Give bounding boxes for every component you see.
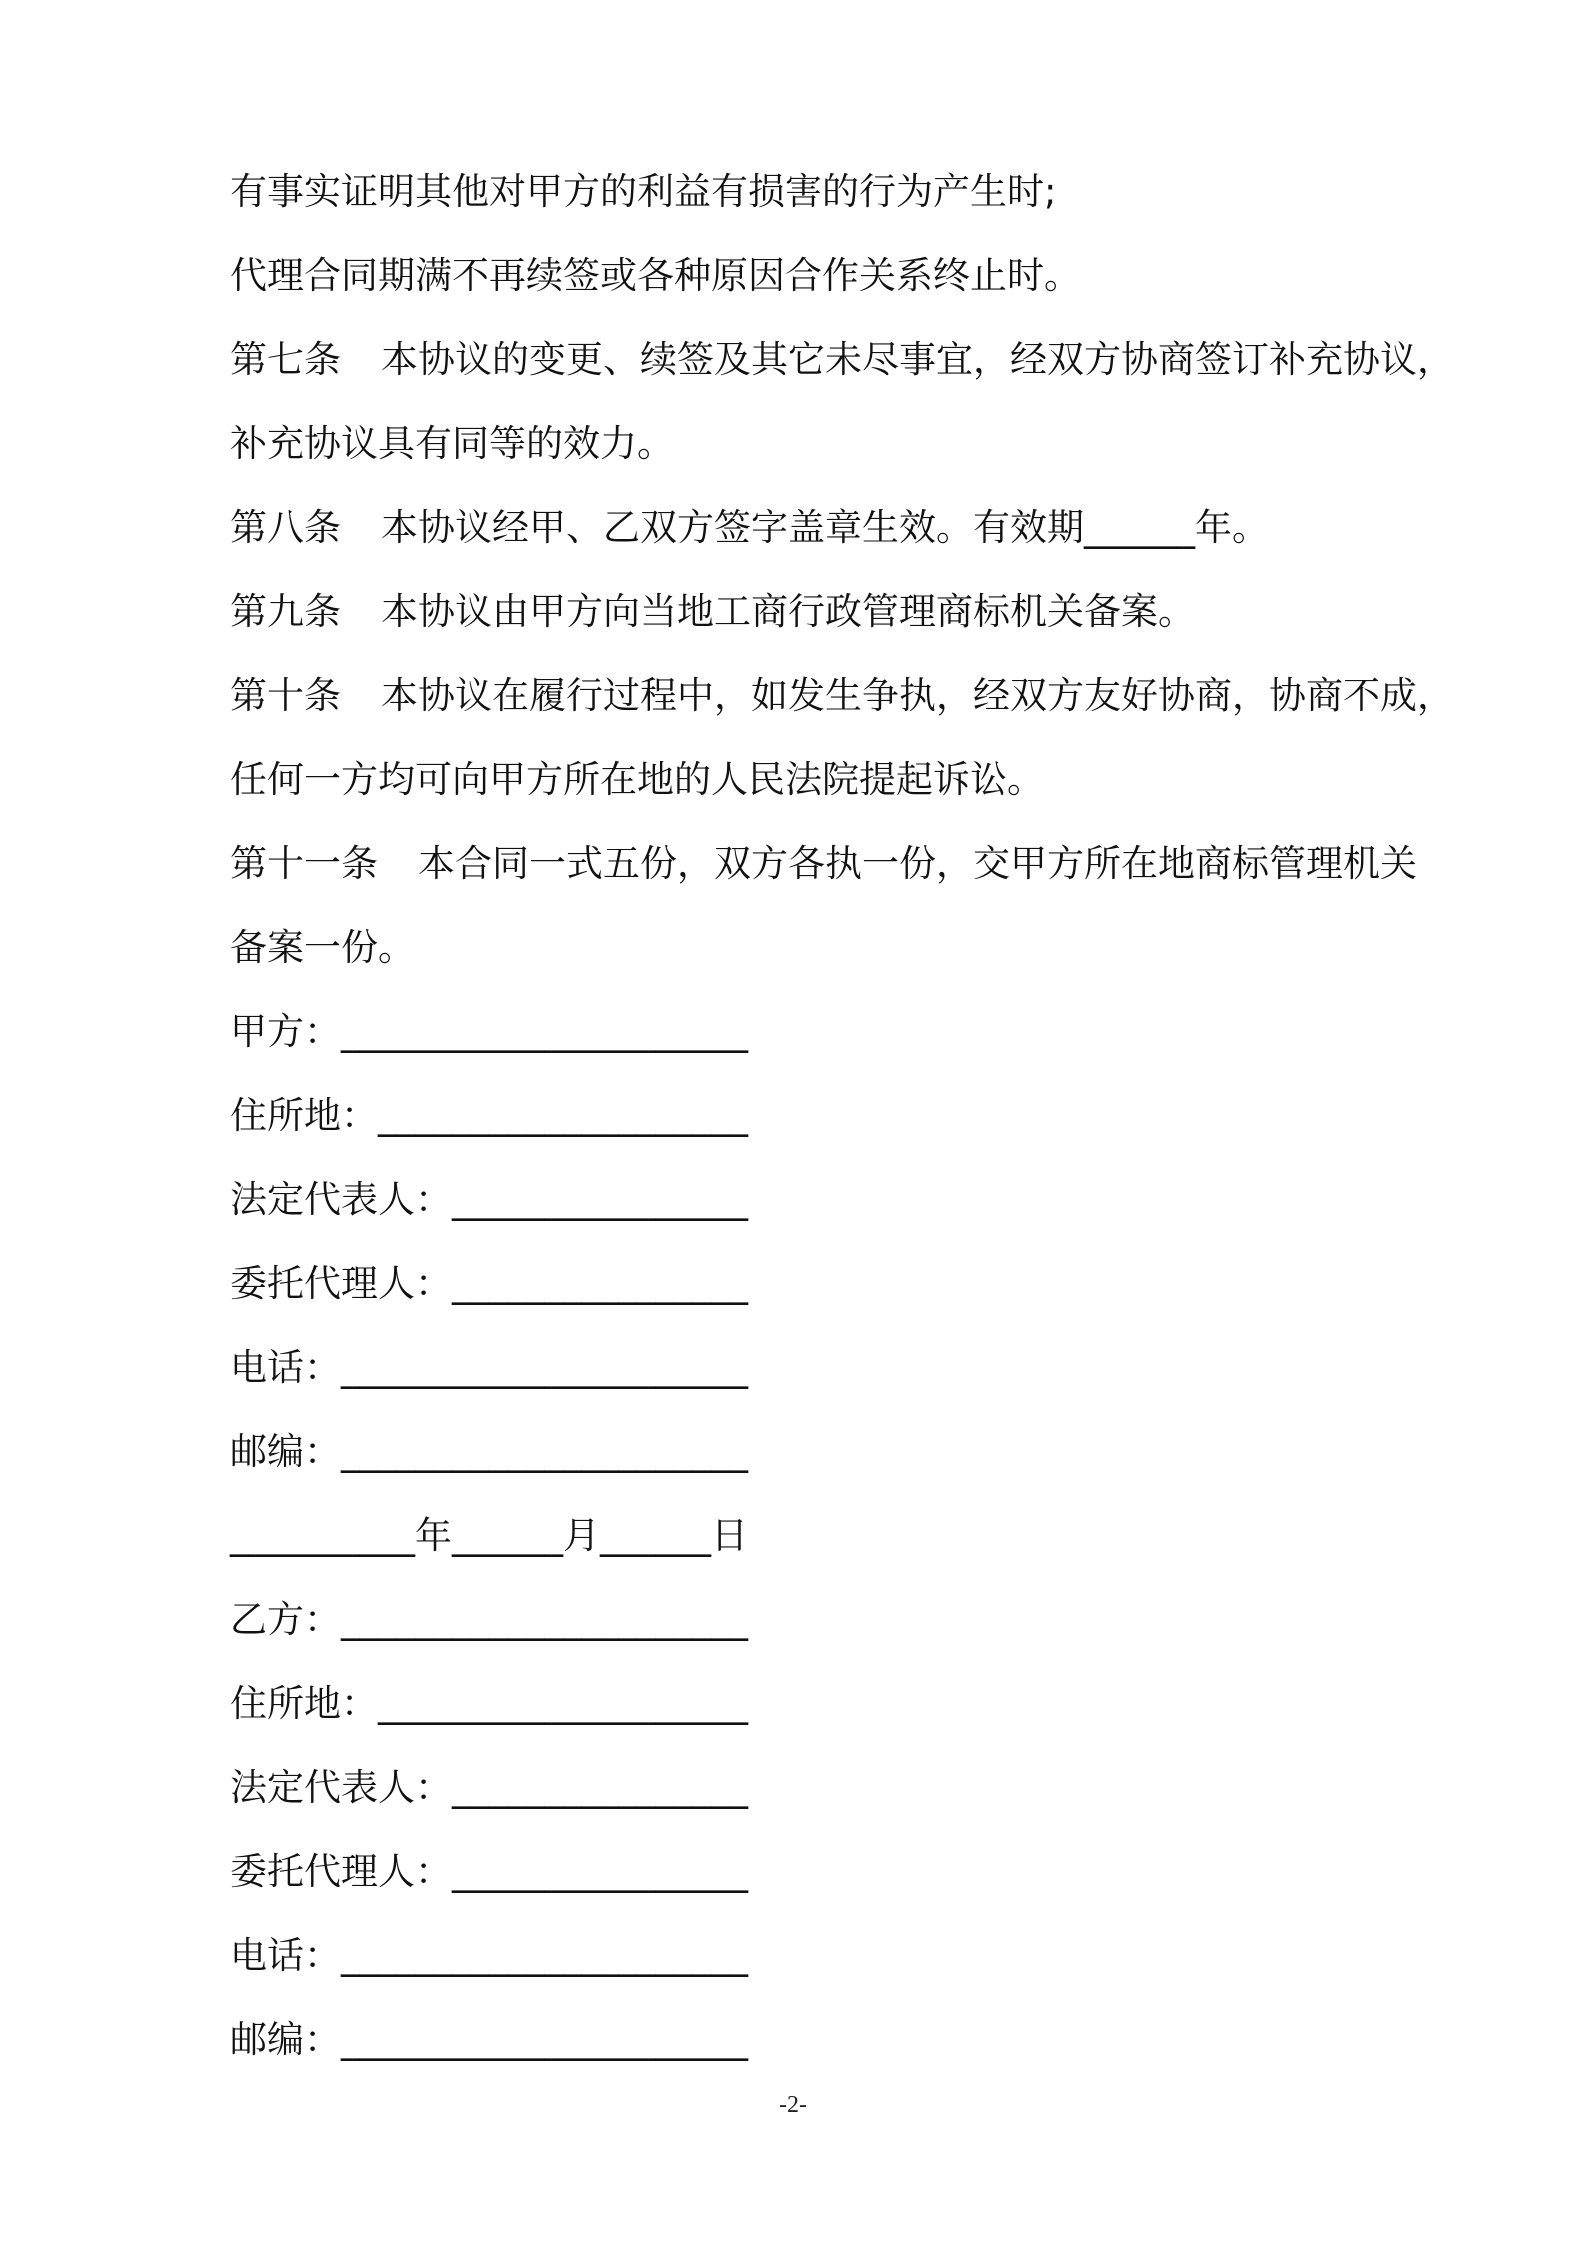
party-b-phone-field: 电话：______________________	[230, 1934, 748, 1977]
article-7	[230, 318, 1454, 402]
party-b-legal-rep-field: 法定代表人：________________	[230, 1766, 748, 1809]
article-11-text: 本合同一式五份，双方各执一份，交甲方所在地商标管理机关	[418, 842, 1417, 885]
article-10-continued: 任何一方均可向甲方所在地的人民法院提起诉讼。	[230, 758, 1044, 801]
party-a-phone-field: 电话：______________________	[230, 1346, 748, 1389]
article-10-number: 第十条	[230, 674, 341, 717]
article-7-continued: 补充协议具有同等的效力。	[230, 422, 674, 465]
article-9-number: 第九条	[230, 590, 341, 633]
party-a-legal-rep-field: 法定代表人：________________	[230, 1178, 748, 1221]
party-a-agent-field: 委托代理人：________________	[230, 1262, 748, 1305]
party-b-postcode-field: 邮编：______________________	[230, 2018, 748, 2061]
article-8	[230, 486, 1430, 570]
article-9-text: 本协议由甲方向当地工商行政管理商标机关备案。	[381, 590, 1195, 633]
article-10	[230, 654, 1454, 738]
article-7-text: 本协议的变更、续签及其它未尽事宜，经双方协商签订补充协议，	[381, 338, 1454, 381]
article-10-text: 本协议在履行过程中，如发生争执，经双方友好协商，协商不成，	[381, 674, 1454, 717]
article-11-number: 第十一条	[230, 842, 378, 885]
party-a-name-field: 甲方：______________________	[230, 1010, 748, 1053]
article-9	[230, 570, 1430, 654]
article-8-text: 本协议经甲、乙双方签字盖章生效。有效期______年。	[381, 506, 1269, 549]
article-8-number: 第八条	[230, 506, 341, 549]
page-number: -2-	[779, 2092, 807, 2118]
party-b-name-field: 乙方：______________________	[230, 1598, 748, 1641]
clause-line-expiry: 代理合同期满不再续签或各种原因合作关系终止时。	[230, 254, 1081, 297]
signing-date-field: __________年______月______日	[230, 1514, 748, 1557]
document-body	[230, 150, 1454, 2082]
clause-line-damage: 有事实证明其他对甲方的利益有损害的行为产生时;	[230, 170, 1057, 213]
party-b-address-field: 住所地：____________________	[230, 1682, 748, 1725]
article-11	[230, 822, 1430, 906]
party-a-address-field: 住所地：____________________	[230, 1094, 748, 1137]
article-7-number: 第七条	[230, 338, 341, 381]
article-11-continued: 备案一份。	[230, 926, 415, 969]
party-b-agent-field: 委托代理人：________________	[230, 1850, 748, 1893]
party-a-postcode-field: 邮编：______________________	[230, 1430, 748, 1473]
